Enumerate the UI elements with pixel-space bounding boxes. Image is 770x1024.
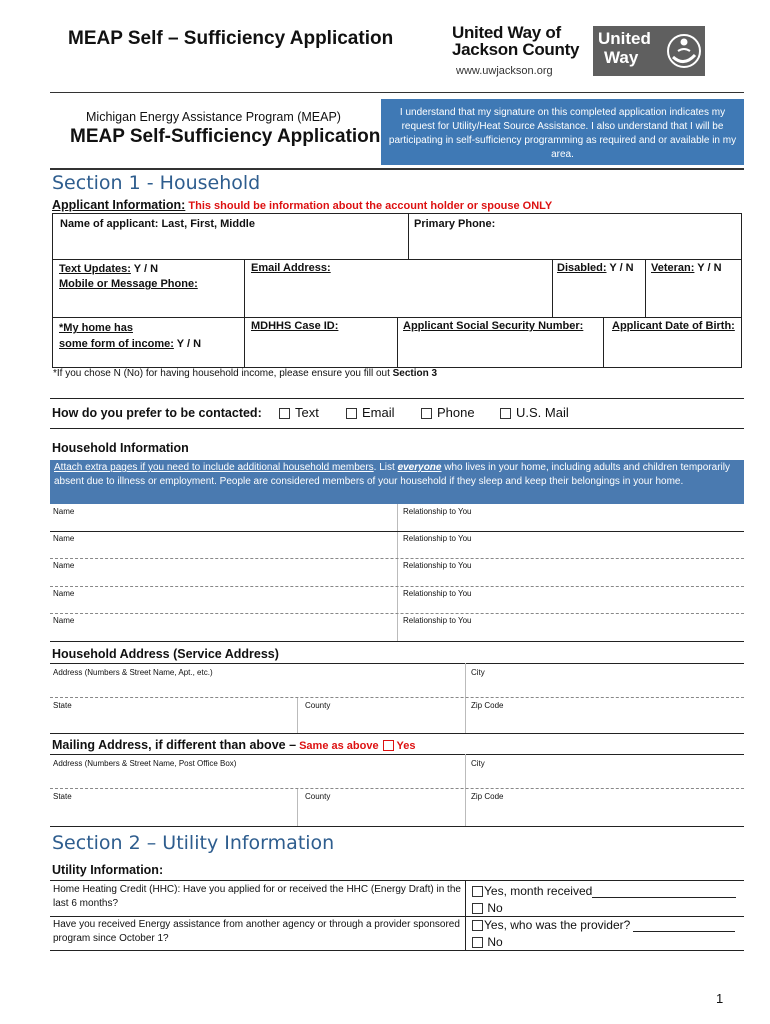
contact-option-text-label: Text <box>295 405 319 420</box>
household-relationship-field[interactable]: Relationship to You <box>403 507 472 516</box>
contact-option-mail[interactable] <box>500 405 569 420</box>
applicant-info-label: Applicant Information: <box>52 198 186 212</box>
same-as-above-checkbox[interactable] <box>383 740 394 751</box>
provider-yes-option[interactable] <box>472 918 735 932</box>
household-relationship-field[interactable]: Relationship to You <box>403 589 472 598</box>
hhc-yes-option[interactable] <box>472 884 736 898</box>
mailing-state-field[interactable]: State <box>53 792 72 801</box>
income-yn: Y / N <box>173 338 202 350</box>
income-label-line1: *My home has <box>59 322 133 334</box>
service-city-field[interactable]: City <box>471 668 485 677</box>
service-county-field[interactable]: County <box>305 701 331 710</box>
household-notice <box>50 460 744 504</box>
united-way-logo <box>593 26 705 76</box>
text-updates-yn: Y / N <box>130 263 159 275</box>
service-state-field[interactable]: State <box>53 701 72 710</box>
veteran-yn: Y / N <box>694 262 722 274</box>
checkbox-email[interactable] <box>346 408 357 419</box>
org-name-line1: United Way of <box>452 23 561 42</box>
income-note-text: *If you chose N (No) for having household income, please ensure you fill out <box>53 368 393 379</box>
notice-everyone: everyone <box>397 462 442 473</box>
service-address-heading: Household Address (Service Address) <box>52 647 279 661</box>
hhc-no-checkbox[interactable] <box>472 903 483 914</box>
energy-assistance-question: Have you received Energy assistance from another agency or through a provider sponsored program since October 1? <box>53 919 460 944</box>
provider-name-input[interactable] <box>633 931 735 932</box>
text-updates-field[interactable] <box>59 262 198 292</box>
helping-hand-icon <box>667 31 701 71</box>
household-name-field[interactable]: Name <box>53 589 75 598</box>
household-name-field[interactable]: Name <box>53 534 75 543</box>
hhc-yes-label: Yes, month received <box>484 884 593 898</box>
notice-underlined: Attach extra pages if you need to include additional household members <box>54 462 374 473</box>
hhc-yes-checkbox[interactable] <box>472 886 483 897</box>
hhc-question: Home Heating Credit (HHC): Have you applied for or received the HHC (Energy Draft) in the last 6 months? <box>53 884 461 909</box>
household-info-heading: Household Information <box>52 441 189 455</box>
hhc-no-option[interactable] <box>472 901 503 915</box>
dob-field[interactable]: Applicant Date of Birth: <box>612 320 735 332</box>
mailing-street-field[interactable]: Address (Numbers & Street Name, Post Office Box) <box>53 759 237 768</box>
contact-option-phone[interactable] <box>421 405 475 420</box>
form-title: MEAP Self – Sufficiency Application <box>68 28 394 49</box>
provider-yes-label: Yes, who was the provider? <box>484 918 631 932</box>
household-relationship-field[interactable]: Relationship to You <box>403 616 472 625</box>
contact-option-email-label: Email <box>362 405 395 420</box>
contact-preference-label: How do you prefer to be contacted: <box>52 406 262 420</box>
checkbox-phone[interactable] <box>421 408 432 419</box>
ssn-field[interactable]: Applicant Social Security Number: <box>403 320 584 332</box>
same-as-above-label: Same as above <box>296 740 382 752</box>
household-relationship-field[interactable]: Relationship to You <box>403 561 472 570</box>
applicant-name-field[interactable]: Name of applicant: Last, First, Middle <box>60 218 255 230</box>
provider-no-checkbox[interactable] <box>472 937 483 948</box>
disabled-label: Disabled: <box>557 262 607 274</box>
hhc-no-label: No <box>484 901 503 915</box>
veteran-field[interactable] <box>651 262 722 274</box>
service-street-field[interactable]: Address (Numbers & Street Name, Apt., etc.) <box>53 668 213 677</box>
contact-option-phone-label: Phone <box>437 405 475 420</box>
checkbox-text[interactable] <box>279 408 290 419</box>
contact-option-text[interactable] <box>279 405 319 420</box>
page-number: 1 <box>716 991 724 1006</box>
org-name <box>452 24 579 58</box>
income-field[interactable] <box>59 320 201 352</box>
mailing-county-field[interactable]: County <box>305 792 331 801</box>
veteran-label: Veteran: <box>651 262 695 274</box>
service-zip-field[interactable]: Zip Code <box>471 701 504 710</box>
org-name-line2: Jackson County <box>452 40 580 59</box>
section1-title: Section 1 - Household <box>52 172 261 194</box>
mailing-address-heading <box>52 738 415 752</box>
org-url: www.uwjackson.org <box>456 65 553 77</box>
signature-statement: I understand that my signature on this completed application indicates my request for Utility/Heat Source Assistance. I also understand that I will be participating in self-sufficiency programming as required and or available in my area. <box>381 99 744 165</box>
utility-info-heading: Utility Information: <box>52 863 164 877</box>
mailing-zip-field[interactable]: Zip Code <box>471 792 504 801</box>
household-name-field[interactable]: Name <box>53 561 75 570</box>
mailing-address-title: Mailing Address, if different than above – <box>52 738 297 752</box>
same-as-above-yes: Yes <box>393 740 416 752</box>
income-label-line2: some form of income: <box>59 338 174 350</box>
case-id-field[interactable]: MDHHS Case ID: <box>251 320 339 332</box>
email-field[interactable]: Email Address: <box>251 262 331 274</box>
notice-rest: who lives in your home, including adults and children temporarily absent due to illness or employment. People are considered members of your household if they sleep and keep their belongings in your home. <box>54 462 730 487</box>
applicant-info-heading <box>52 198 552 212</box>
logo-word-way: Way <box>604 48 639 67</box>
application-title: MEAP Self-Sufficiency Application <box>70 126 381 147</box>
household-name-field[interactable]: Name <box>53 507 75 516</box>
provider-yes-checkbox[interactable] <box>472 920 483 931</box>
household-name-field[interactable]: Name <box>53 616 75 625</box>
household-relationship-field[interactable]: Relationship to You <box>403 534 472 543</box>
notice-mid: . List <box>373 462 398 473</box>
mobile-phone-label: Mobile or Message Phone: <box>59 278 198 290</box>
provider-no-label: No <box>484 935 503 949</box>
contact-option-email[interactable] <box>346 405 395 420</box>
applicant-info-note: This should be information about the account holder or spouse ONLY <box>185 200 553 212</box>
provider-no-option[interactable] <box>472 935 503 949</box>
text-updates-label: Text Updates: <box>59 263 131 275</box>
income-note-section: Section 3 <box>392 368 438 379</box>
income-note <box>53 368 437 379</box>
contact-option-mail-label: U.S. Mail <box>516 405 569 420</box>
section2-title: Section 2 – Utility Information <box>52 832 335 854</box>
hhc-month-input[interactable] <box>592 897 736 898</box>
logo-word-united: United <box>598 29 651 48</box>
disabled-yn: Y / N <box>606 262 634 274</box>
mailing-city-field[interactable]: City <box>471 759 485 768</box>
checkbox-mail[interactable] <box>500 408 511 419</box>
program-name: Michigan Energy Assistance Program (MEAP) <box>86 110 341 124</box>
primary-phone-field[interactable]: Primary Phone: <box>414 218 496 230</box>
disabled-field[interactable] <box>557 262 634 274</box>
